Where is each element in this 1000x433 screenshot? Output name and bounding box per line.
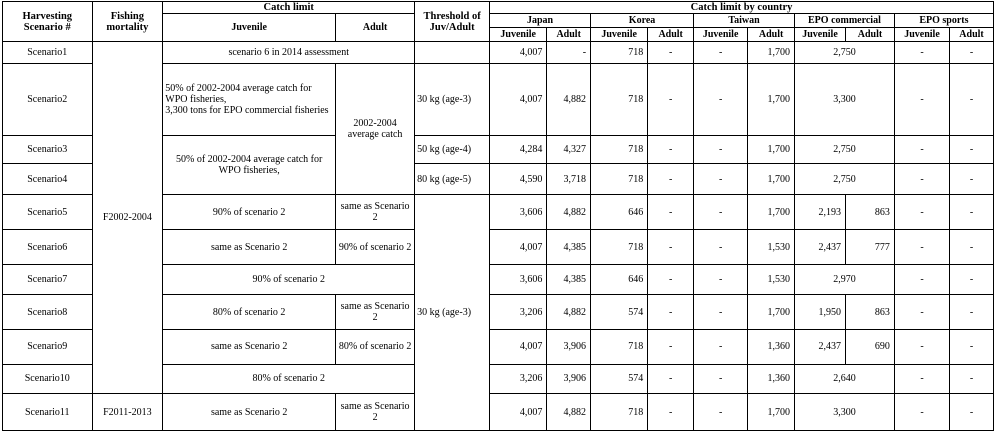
value-taiwan-a: 1,530 [748, 264, 795, 294]
value-japan-a: - [547, 42, 591, 64]
value-epo-sports-a: - [950, 195, 994, 230]
value-korea-j: 718 [591, 64, 648, 135]
catch-limit-juvenile-cell: 50% of 2002-2004 average catch for WPO fisheries, [163, 135, 336, 195]
value-epo-commercial: 2,970 [795, 264, 895, 294]
value-japan-a: 4,385 [547, 264, 591, 294]
value-taiwan-a: 1,360 [748, 330, 795, 365]
scenario-label: Scenario4 [3, 163, 93, 195]
value-epo-sports-j: - [894, 330, 949, 365]
value-epo-commercial: 2,750 [795, 163, 895, 195]
header-sub-juvenile: Juvenile [490, 28, 547, 42]
threshold-cell: 80 kg (age-5) [415, 163, 490, 195]
catch-limit-cell: 80% of scenario 2 [163, 364, 415, 393]
value-korea-a: - [648, 364, 694, 393]
value-korea-a: - [648, 135, 694, 163]
value-japan-j: 3,606 [490, 195, 547, 230]
scenario-label: Scenario6 [3, 230, 93, 265]
value-japan-j: 4,007 [490, 42, 547, 64]
value-korea-a: - [648, 163, 694, 195]
value-taiwan-a: 1,700 [748, 42, 795, 64]
value-epo-commercial-a: 690 [846, 330, 895, 365]
catch-limit-adult-cell: same as Scenario 2 [336, 295, 415, 330]
value-epo-sports-a: - [950, 135, 994, 163]
header-threshold: Threshold of Juv/Adult [415, 2, 490, 42]
value-japan-a: 4,327 [547, 135, 591, 163]
table-row [3, 42, 994, 64]
value-korea-a: - [648, 230, 694, 265]
value-epo-commercial: 2,750 [795, 42, 895, 64]
value-taiwan-j: - [694, 195, 748, 230]
value-korea-a: - [648, 64, 694, 135]
header-country-korea: Korea [591, 14, 694, 28]
value-epo-commercial: 3,300 [795, 64, 895, 135]
value-epo-sports-a: - [950, 394, 994, 431]
value-epo-commercial: 2,640 [795, 364, 895, 393]
threshold-cell: 50 kg (age-4) [415, 135, 490, 163]
value-epo-sports-a: - [950, 330, 994, 365]
value-epo-sports-j: - [894, 163, 949, 195]
value-korea-j: 574 [591, 364, 648, 393]
value-korea-j: 646 [591, 264, 648, 294]
header-catch-adult: Adult [336, 14, 415, 42]
value-epo-sports-a: - [950, 64, 994, 135]
value-korea-j: 646 [591, 195, 648, 230]
catch-limit-cell: scenario 6 in 2014 assessment [163, 42, 415, 64]
value-japan-j: 4,007 [490, 394, 547, 431]
header-fishing-mortality: Fishing mortality [92, 2, 163, 42]
catch-limit-adult-cell: 2002-2004 average catch [336, 64, 415, 195]
value-japan-j: 4,590 [490, 163, 547, 195]
value-epo-commercial: 2,750 [795, 135, 895, 163]
value-epo-commercial-a: 863 [846, 195, 895, 230]
header-sub-adult: Adult [648, 28, 694, 42]
header-scenario: Harvesting Scenario # [3, 2, 93, 42]
header-sub-juvenile: Juvenile [694, 28, 748, 42]
value-epo-sports-j: - [894, 64, 949, 135]
catch-limit-adult-cell: 90% of scenario 2 [336, 230, 415, 265]
value-taiwan-j: - [694, 394, 748, 431]
table-row [3, 394, 994, 431]
header-country-epo-sports: EPO sports [894, 14, 993, 28]
catch-limit-juvenile-cell: 50% of 2002-2004 average catch for WPO fisheries, 3,300 tons for EPO commercial fisheries [163, 64, 336, 135]
value-japan-a: 3,906 [547, 364, 591, 393]
value-epo-sports-a: - [950, 42, 994, 64]
value-taiwan-a: 1,700 [748, 295, 795, 330]
value-korea-j: 718 [591, 42, 648, 64]
catch-limit-cell: 90% of scenario 2 [163, 264, 415, 294]
value-epo-commercial: 3,300 [795, 394, 895, 431]
value-taiwan-j: - [694, 42, 748, 64]
fishing-mortality-cell: F2002-2004 [92, 42, 163, 394]
value-taiwan-a: 1,700 [748, 163, 795, 195]
value-taiwan-a: 1,700 [748, 64, 795, 135]
value-japan-a: 4,882 [547, 64, 591, 135]
value-japan-j: 4,007 [490, 64, 547, 135]
value-taiwan-j: - [694, 64, 748, 135]
header-catch-juvenile: Juvenile [163, 14, 336, 42]
value-epo-sports-j: - [894, 42, 949, 64]
header-sub-juvenile: Juvenile [795, 28, 846, 42]
catch-limit-adult-cell: same as Scenario 2 [336, 195, 415, 230]
value-japan-j: 4,284 [490, 135, 547, 163]
value-epo-sports-j: - [894, 195, 949, 230]
catch-limit-table [2, 1, 994, 431]
header-sub-juvenile: Juvenile [894, 28, 949, 42]
value-taiwan-a: 1,700 [748, 195, 795, 230]
value-japan-a: 4,385 [547, 230, 591, 265]
value-japan-a: 4,882 [547, 394, 591, 431]
value-japan-a: 3,718 [547, 163, 591, 195]
value-japan-j: 3,606 [490, 264, 547, 294]
value-japan-a: 4,882 [547, 195, 591, 230]
header-country-taiwan: Taiwan [694, 14, 795, 28]
header-sub-adult: Adult [846, 28, 895, 42]
value-japan-a: 4,882 [547, 295, 591, 330]
value-japan-j: 3,206 [490, 295, 547, 330]
value-korea-j: 718 [591, 163, 648, 195]
header-catch-limit: Catch limit [163, 2, 415, 14]
value-taiwan-j: - [694, 295, 748, 330]
value-japan-j: 4,007 [490, 230, 547, 265]
catch-limit-juvenile-cell: 90% of scenario 2 [163, 195, 336, 230]
value-epo-sports-a: - [950, 230, 994, 265]
scenario-label: Scenario7 [3, 264, 93, 294]
scenario-label: Scenario11 [3, 394, 93, 431]
value-korea-a: - [648, 195, 694, 230]
threshold-cell: 30 kg (age-3) [415, 64, 490, 135]
header-sub-adult: Adult [748, 28, 795, 42]
value-japan-j: 3,206 [490, 364, 547, 393]
header-sub-juvenile: Juvenile [591, 28, 648, 42]
value-taiwan-j: - [694, 163, 748, 195]
threshold-cell [415, 42, 490, 64]
value-taiwan-j: - [694, 330, 748, 365]
value-taiwan-j: - [694, 135, 748, 163]
value-epo-commercial-j: 2,437 [795, 230, 846, 265]
value-taiwan-j: - [694, 264, 748, 294]
catch-limit-juvenile-cell: same as Scenario 2 [163, 394, 336, 431]
value-epo-commercial-a: 863 [846, 295, 895, 330]
scenario-label: Scenario2 [3, 64, 93, 135]
value-epo-commercial-j: 2,437 [795, 330, 846, 365]
value-epo-commercial-a: 777 [846, 230, 895, 265]
header-country-epo-commercial: EPO commercial [795, 14, 895, 28]
threshold-cell: 30 kg (age-3) [415, 195, 490, 431]
scenario-label: Scenario5 [3, 195, 93, 230]
value-epo-sports-j: - [894, 394, 949, 431]
value-epo-sports-j: - [894, 364, 949, 393]
catch-limit-juvenile-cell: same as Scenario 2 [163, 330, 336, 365]
value-epo-sports-a: - [950, 163, 994, 195]
header-sub-adult: Adult [547, 28, 591, 42]
value-japan-j: 4,007 [490, 330, 547, 365]
value-epo-sports-a: - [950, 295, 994, 330]
value-epo-sports-j: - [894, 295, 949, 330]
value-epo-sports-j: - [894, 135, 949, 163]
value-korea-j: 718 [591, 330, 648, 365]
catch-limit-adult-cell: same as Scenario 2 [336, 394, 415, 431]
value-taiwan-a: 1,530 [748, 230, 795, 265]
header-catch-by-country: Catch limit by country [490, 2, 994, 14]
value-epo-sports-j: - [894, 264, 949, 294]
value-korea-j: 718 [591, 394, 648, 431]
value-taiwan-a: 1,700 [748, 135, 795, 163]
scenario-label: Scenario1 [3, 42, 93, 64]
value-japan-a: 3,906 [547, 330, 591, 365]
header-country-japan: Japan [490, 14, 591, 28]
value-epo-sports-a: - [950, 364, 994, 393]
value-epo-sports-j: - [894, 230, 949, 265]
value-korea-a: - [648, 295, 694, 330]
value-taiwan-j: - [694, 230, 748, 265]
value-korea-j: 718 [591, 230, 648, 265]
catch-limit-juvenile-cell: 80% of scenario 2 [163, 295, 336, 330]
catch-limit-adult-cell: 80% of scenario 2 [336, 330, 415, 365]
value-korea-a: - [648, 264, 694, 294]
scenario-label: Scenario10 [3, 364, 93, 393]
value-taiwan-a: 1,700 [748, 394, 795, 431]
value-korea-a: - [648, 394, 694, 431]
header-sub-adult: Adult [950, 28, 994, 42]
catch-limit-juvenile-cell: same as Scenario 2 [163, 230, 336, 265]
value-korea-a: - [648, 42, 694, 64]
value-epo-sports-a: - [950, 264, 994, 294]
value-epo-commercial-j: 1,950 [795, 295, 846, 330]
value-taiwan-j: - [694, 364, 748, 393]
value-korea-j: 574 [591, 295, 648, 330]
value-korea-a: - [648, 330, 694, 365]
value-korea-j: 718 [591, 135, 648, 163]
scenario-label: Scenario9 [3, 330, 93, 365]
value-epo-commercial-j: 2,193 [795, 195, 846, 230]
fishing-mortality-cell: F2011-2013 [92, 394, 163, 431]
scenario-label: Scenario8 [3, 295, 93, 330]
scenario-label: Scenario3 [3, 135, 93, 163]
value-taiwan-a: 1,360 [748, 364, 795, 393]
